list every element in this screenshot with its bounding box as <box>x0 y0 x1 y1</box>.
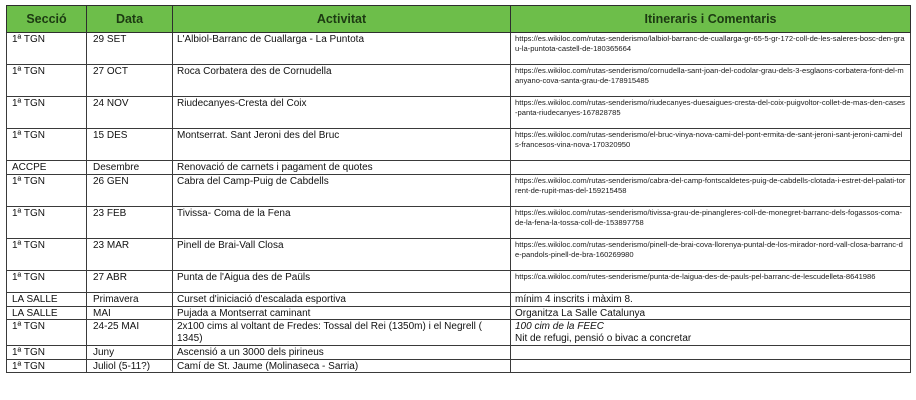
cell-comment <box>511 359 911 373</box>
table-row <box>7 207 911 239</box>
cell-activitat: Curset d'iniciació d'escalada esportiva <box>173 293 511 307</box>
cell-comment <box>511 320 911 346</box>
table-row <box>7 239 911 271</box>
header-itineraris: Itineraris i Comentaris <box>511 6 911 33</box>
cell-activitat: L'Albiol-Barranc de Cuallarga - La Puntota <box>173 33 511 65</box>
cell-activitat: Riudecanyes-Cresta del Coix <box>173 97 511 129</box>
table-header-row <box>7 6 911 33</box>
cell-data: Primavera <box>87 293 173 307</box>
header-data: Data <box>87 6 173 33</box>
table-row <box>7 65 911 97</box>
cell-seccio: 1ª TGN <box>7 346 87 360</box>
cell-data: 23 MAR <box>87 239 173 271</box>
cell-activitat: Punta de l'Aigua des de Paüls <box>173 271 511 293</box>
cell-data: Juny <box>87 346 173 360</box>
cell-activitat: Pujada a Montserrat caminant <box>173 306 511 320</box>
cell-data: 29 SET <box>87 33 173 65</box>
cell-seccio: 1ª TGN <box>7 33 87 65</box>
header-activitat: Activitat <box>173 6 511 33</box>
comment-feec: 100 cim de la FEEC <box>515 321 604 332</box>
activities-table <box>6 5 911 373</box>
table-row <box>7 161 911 175</box>
comment-accommodation: Nit de refugi, pensió o bivac a concretar <box>515 332 692 344</box>
cell-seccio: 1ª TGN <box>7 359 87 373</box>
cell-activitat: Roca Corbatera des de Cornudella <box>173 65 511 97</box>
table-row <box>7 306 911 320</box>
cell-activitat: Montserrat. Sant Jeroni des del Bruc <box>173 129 511 161</box>
cell-seccio: 1ª TGN <box>7 129 87 161</box>
table-row <box>7 346 911 360</box>
cell-data: Juliol (5-11?) <box>87 359 173 373</box>
cell-comment <box>511 161 911 175</box>
cell-data: 27 OCT <box>87 65 173 97</box>
cell-seccio: 1ª TGN <box>7 65 87 97</box>
cell-activitat: Camí de St. Jaume (Molinaseca - Sarria) <box>173 359 511 373</box>
cell-itinerary-link[interactable]: https://es.wikiloc.com/rutas-senderismo/cabra-del-camp-fontscaldetes-puig-de-cabdells-clotada-i-estret-del-palati-torrent-de-rupit-mas-del-159215458 <box>511 175 911 207</box>
table-row <box>7 97 911 129</box>
cell-itinerary-link[interactable]: https://es.wikiloc.com/rutas-senderismo/el-bruc-vinya-nova-cami-del-pont-ermita-de-sant-jeroni-sant-jeroni-cami-dels-francesos-vina-nova-170320950 <box>511 129 911 161</box>
cell-itinerary-link[interactable]: https://es.wikiloc.com/rutas-senderismo/cornudella-sant-joan-del-codolar-grau-dels-3-esglaons-corbatera-font-del-manyano-cova-santa-grau-de-178915485 <box>511 65 911 97</box>
cell-seccio: 1ª TGN <box>7 97 87 129</box>
cell-data: 24-25 MAI <box>87 320 173 346</box>
table-row <box>7 33 911 65</box>
cell-data: 15 DES <box>87 129 173 161</box>
table-row <box>7 271 911 293</box>
cell-data: 24 NOV <box>87 97 173 129</box>
table-row <box>7 293 911 307</box>
cell-seccio: 1ª TGN <box>7 271 87 293</box>
cell-itinerary-link[interactable]: https://es.wikiloc.com/rutas-senderismo/lalbiol-barranc-de-cuallarga-gr-65-5-gr-172-coll-de-les-saleres-bosc-den-grau-la-puntota-castell-de-180365664 <box>511 33 911 65</box>
cell-seccio: 1ª TGN <box>7 239 87 271</box>
cell-itinerary-link[interactable]: https://es.wikiloc.com/rutas-senderismo/pinell-de-brai-cova-llorenya-puntal-de-los-mirador-nord-vall-closa-barranc-de-pandols-pinell-de-bra-160269980 <box>511 239 911 271</box>
cell-seccio: LA SALLE <box>7 306 87 320</box>
cell-data: 26 GEN <box>87 175 173 207</box>
table-row <box>7 359 911 373</box>
cell-activitat: Tivissa- Coma de la Fena <box>173 207 511 239</box>
cell-activitat: Ascensió a un 3000 dels pirineus <box>173 346 511 360</box>
cell-comment: Organitza La Salle Catalunya <box>511 306 911 320</box>
cell-data: MAI <box>87 306 173 320</box>
cell-activitat: Cabra del Camp-Puig de Cabdells <box>173 175 511 207</box>
activities-table-container <box>6 5 911 373</box>
header-seccio: Secció <box>7 6 87 33</box>
cell-data: 27 ABR <box>87 271 173 293</box>
cell-seccio: ACCPE <box>7 161 87 175</box>
cell-activitat: Pinell de Brai-Vall Closa <box>173 239 511 271</box>
cell-seccio: 1ª TGN <box>7 207 87 239</box>
table-row <box>7 320 911 346</box>
cell-data: 23 FEB <box>87 207 173 239</box>
cell-itinerary-link[interactable]: https://es.wikiloc.com/rutas-senderismo/tivissa-grau-de-pinangleres-coll-de-monegret-barranc-dels-fogassos-coma-de-la-fena-la-tossa-coll-de-153897758 <box>511 207 911 239</box>
cell-seccio: 1ª TGN <box>7 320 87 346</box>
cell-activitat: Renovació de carnets i pagament de quotes <box>173 161 511 175</box>
cell-itinerary-link[interactable]: https://es.wikiloc.com/rutas-senderismo/riudecanyes-duesaigues-cresta-del-coix-puigvoltor-collet-de-mas-den-cases-panta-riudecanyes-167828785 <box>511 97 911 129</box>
table-row <box>7 129 911 161</box>
cell-activitat: 2x100 cims al voltant de Fredes: Tossal del Rei (1350m) i el Negrell ( 1345) <box>173 320 511 346</box>
cell-itinerary-link[interactable]: https://ca.wikiloc.com/rutes-senderisme/punta-de-laigua-des-de-pauls-pel-barranc-de-lescudelleta-8641986 <box>511 271 911 293</box>
cell-comment <box>511 346 911 360</box>
cell-data: Desembre <box>87 161 173 175</box>
cell-seccio: 1ª TGN <box>7 175 87 207</box>
table-row <box>7 175 911 207</box>
cell-seccio: LA SALLE <box>7 293 87 307</box>
cell-comment: mínim 4 inscrits i màxim 8. <box>511 293 911 307</box>
